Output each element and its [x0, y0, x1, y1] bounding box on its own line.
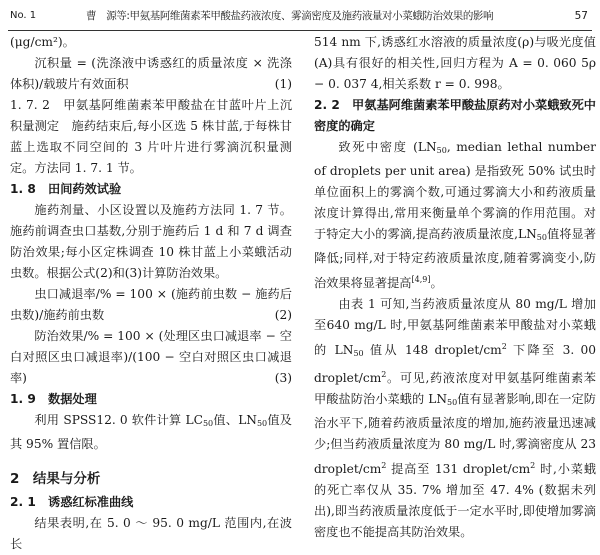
section-2-1-heading: 2. 1 诱惑红标准曲线 [10, 495, 134, 509]
left-column [10, 32, 292, 555]
subscript: 50 [353, 349, 364, 358]
formula-1-text: 沉积量 = (洗涤液中诱惑红的质量浓度 × 洗涤体积)/载玻片有效面积 [10, 56, 292, 91]
journal-issue-number: No. 1 [10, 10, 37, 21]
section-1-7-2 [10, 95, 292, 179]
text-run: 提高至 131 droplet/cm [386, 462, 531, 476]
formula-2 [10, 284, 292, 326]
text-run: 。可见,药液浓度对甲氨基阿维菌素苯甲酸盐防治小菜蛾的 LN [314, 371, 596, 406]
text-run: 下降至 3. 00 droplet/cm [314, 343, 596, 385]
citation: [4,9] [411, 275, 431, 284]
subscript: 50 [447, 398, 458, 407]
section-1-8-heading: 1. 8 田间药效试验 [10, 182, 122, 196]
text-run: 时,小菜蛾的死亡率仅从 35. 7% 增加至 47. 4% (数据未列出),即当药液质量浓度低于一定水平时,即使增加雾滴密度也不能提高其防治效果。 [314, 462, 597, 539]
superscript: 2 [381, 370, 387, 379]
text-run: 值从 148 droplet/cm [363, 343, 502, 357]
paragraph-ln50-definition [314, 137, 596, 294]
formula-3-number: (3) [274, 371, 292, 385]
formula-1 [10, 53, 292, 95]
formula-2-text: 虫口减退率/% = 100 × (施药前虫数 − 施药后虫数)/施药前虫数 [10, 287, 292, 322]
section-2-1-paragraph: 结果表明,在 5. 0 ～ 95. 0 mg/L 范围内,在波长 [10, 516, 292, 551]
text-run: 由表 1 可知,当药液质量浓度从 80 mg/L 增加至640 mg/L 时,甲氨基阿维菌素苯甲酸盐对小菜蛾的 LN [314, 297, 596, 357]
superscript: 2 [501, 342, 507, 351]
superscript: 2 [381, 461, 387, 470]
section-1-7-2-title: 甲氨基阿维菌素苯甲酸盐在甘蓝叶片上沉积量测定 [10, 98, 293, 133]
section-1-8-paragraph: 施药剂量、小区设置以及施药方法同 1. 7 节。施药前调查虫口基数,分别于施药后 1 d 和 7 d 调查防治效果;每小区定株调查 10 株甘蓝上小菜蛾活动虫数。根据公式(2)和(3)计算防治效果。 [10, 203, 292, 280]
formula-3 [10, 326, 292, 389]
text-run: 。 [430, 276, 443, 290]
section-1-9-heading: 1. 9 数据处理 [10, 392, 97, 406]
right-column [314, 32, 596, 543]
text-run: 致死中密度 (LN [338, 140, 437, 154]
text-run: 值将显著降低;同样,对于特定药液质量浓度,随着雾滴变小,防治效果将显著提高 [314, 227, 596, 290]
page-number: 57 [574, 10, 588, 22]
superscript: 2 [530, 461, 536, 470]
subscript: 50 [256, 419, 268, 428]
text-run: 值、LN [213, 413, 257, 427]
section-2-2-heading: 2. 2 甲氨基阿维菌素苯甲酸盐原药对小菜蛾致死中密度的确定 [314, 98, 596, 133]
section-2-heading: 2 结果与分析 [10, 471, 101, 487]
subscript: 50 [436, 146, 447, 155]
paragraph-table1-results [314, 294, 596, 543]
running-title: 曹 源等:甲氨基阿维菌素苯甲酸盐药液浓度、雾滴密度及施药液量对小菜蛾防治效果的影响 [86, 10, 494, 22]
section-1-9-paragraph [10, 410, 292, 455]
text-run: 利用 SPSS12. 0 软件计算 LC [34, 413, 203, 427]
text-run: 值有显著影响,即在一定防治水平下,随着药液质量浓度的增加,施药液量迅速减少;但当药液质量浓度为 80 mg/L 时,雾滴密度从 23 droplet/cm [314, 392, 596, 476]
formula-3-text: 防治效果/% = 100 × (处理区虫口减退率 − 空白对照区虫口减退率)/(100 − 空白对照区虫口减退率) [10, 329, 292, 385]
section-1-7-2-number: 1. 7. 2 [10, 98, 50, 112]
text-run: 值及其 95% 置信限。 [10, 413, 292, 451]
subscript: 50 [202, 419, 214, 428]
text-run: , median lethal number of droplets per unit area) 是指致死 50% 试虫时单位面积上的雾滴个数,可通过雾滴大小和药液质量浓度计算得出,常用来衡量单个雾滴的作用范围。对于特定大小的雾滴,提高药液质量浓度,LN [314, 140, 597, 241]
formula-2-number: (2) [274, 308, 292, 322]
running-header [8, 0, 592, 31]
subscript: 50 [536, 233, 547, 242]
unit-line: (μg/cm²)。 [10, 35, 75, 49]
paragraph-standard-curve: 514 nm 下,诱惑红水溶液的质量浓度(ρ)与吸光度值(A)具有很好的相关性,回归方程为 A = 0. 060 5ρ − 0. 037 4,相关系数 r = 0. 998。 [314, 35, 596, 91]
formula-1-number: (1) [274, 77, 292, 91]
section-1-7-2-text: 施药结束后,每小区选 5 株甘蓝,于每株甘蓝上选取不同空间的 3 片叶片进行雾滴沉积量测定。方法同 1. 7. 1 节。 [10, 119, 292, 175]
